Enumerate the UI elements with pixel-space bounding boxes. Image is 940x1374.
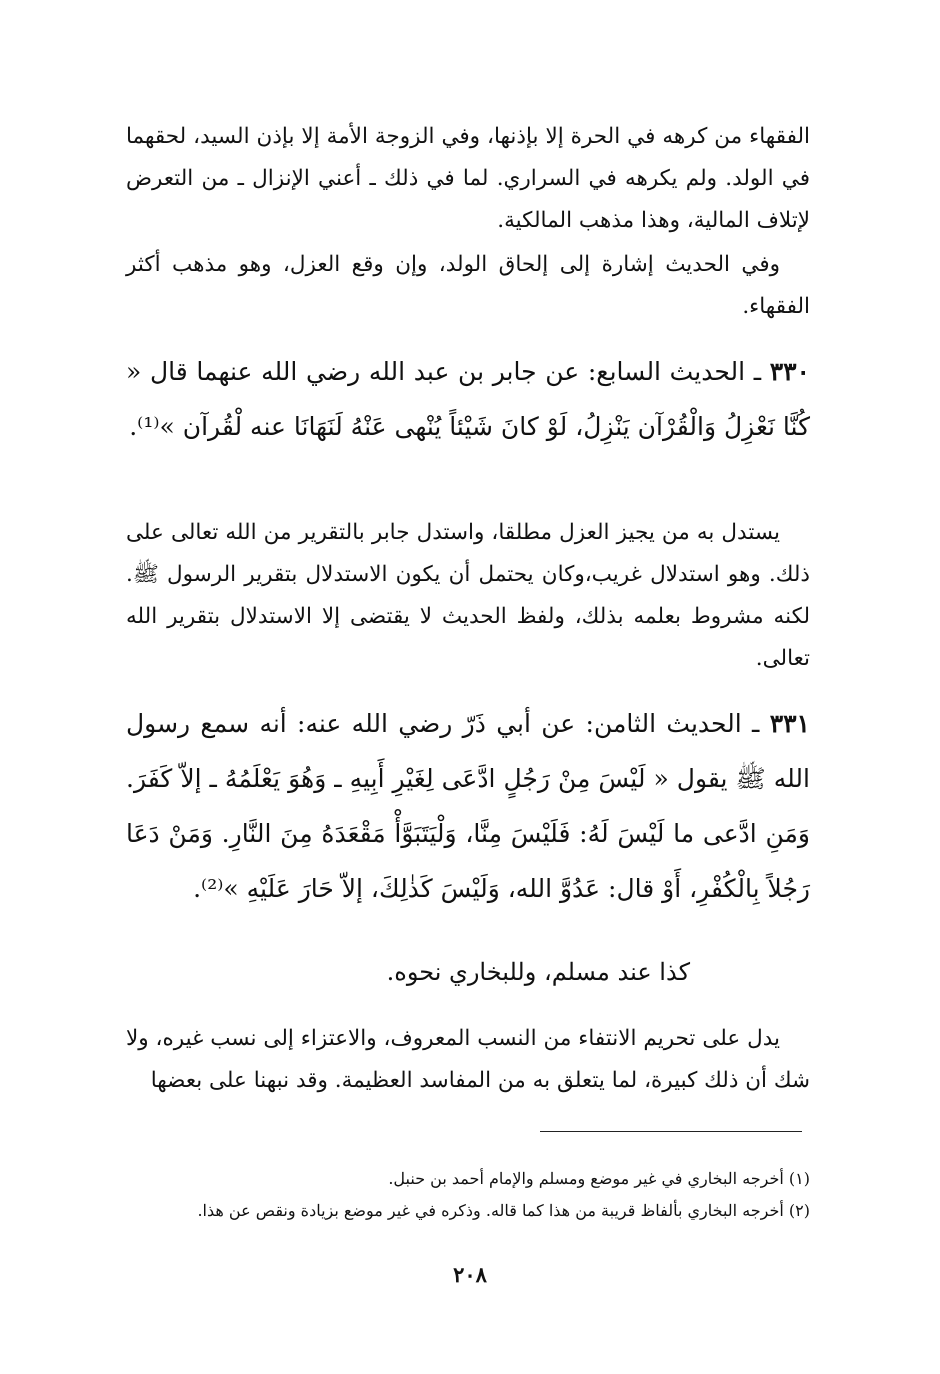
source-note: كذا عند مسلم، وللبخاري نحوه. — [386, 958, 690, 986]
hadith-331-text: ـ الحديث الثامن: عن أبي ذَرّ رضي الله عنه: أنه سمع رسول الله ﷺ يقول « لَيْسَ مِنْ رَجُلٍ ادَّعَى لِغَيْرِ أَبِيهِ ـ وَهُوَ يَعْلَمُهُ ـ إلاّ كَفَرَ. وَمَنِ ادَّعى ما لَيْسَ لَهُ: فَلَيْسَ مِنَّا، وَلْيَتَبَوَّأْ مَقْعَدَهُ مِنَ النَّارِ. وَمَنْ دَعَا رَجُلاً بِالْكُفْرِ، أَوْ قال: عَدُوَّ الله، وَلَيْسَ كَذٰلِكَ، إلاّ حَارَ عَلَيْهِ »⁽²⁾. — [126, 709, 810, 903]
hadith-331-number: ٣٣١ — [769, 709, 810, 738]
hadith-330-number: ٣٣٠ — [769, 357, 810, 386]
hadith-331 — [126, 696, 810, 916]
footnote-2: (٢) أخرجه البخاري بألفاظ قريبة من هذا كما قاله. وذكره في غير موضع بزيادة ونقص عن هذا. — [197, 1201, 810, 1220]
commentary-paragraph-1: الفقهاء من كرهه في الحرة إلا بإذنها، وفي الزوجة الأمة إلا بإذن السيد، لحقهما في الولد. ولم يكرهه في السراري. لما في ذلك ـ أعني الإنزال ـ من التعرض لإتلاف المالية، وهذا مذهب المالكية. — [126, 124, 810, 233]
footnote-1: (١) أخرجه البخاري في غير موضع ومسلم والإمام أحمد بن حنبل. — [388, 1169, 810, 1188]
footnote-separator — [540, 1131, 802, 1132]
commentary-paragraph-4: يدل على تحريم الانتفاء من النسب المعروف، والاعتزاء إلى نسب غيره، ولا شك أن ذلك كبيرة، لما يتعلق به من المفاسد العظيمة. وقد نبهنا على بعضها — [126, 1026, 810, 1093]
hadith-330 — [126, 344, 810, 454]
commentary-paragraph-3: يستدل به من يجيز العزل مطلقا، واستدل جابر بالتقرير من الله تعالى على ذلك. وهو استدلال غريب،وكان يحتمل أن يكون الاستدلال بتقرير الرسول ﷺ. لكنه مشروط بعلمه بذلك، ولفظ الحديث لا يقتضى إلا الاستدلال بتقرير الله تعالى. — [126, 520, 810, 671]
footnotes — [126, 1163, 810, 1227]
page-number: ٢٠٨ — [453, 1262, 487, 1287]
commentary-paragraph-2: وفي الحديث إشارة إلى إلحاق الولد، وإن وقع العزل، وهو مذهب أكثر الفقهاء. — [126, 252, 810, 319]
hadith-330-text: ـ الحديث السابع: عن جابر بن عبد الله رضي الله عنهما قال « كُنَّا نَعْزِلُ وَالْقُرْآن يَنْزِلُ، لَوْ كانَ شَيْئاً يُنْهى عَنْهُ لَنَهَانَا عنه لْقُرآن »⁽¹⁾. — [126, 357, 810, 441]
